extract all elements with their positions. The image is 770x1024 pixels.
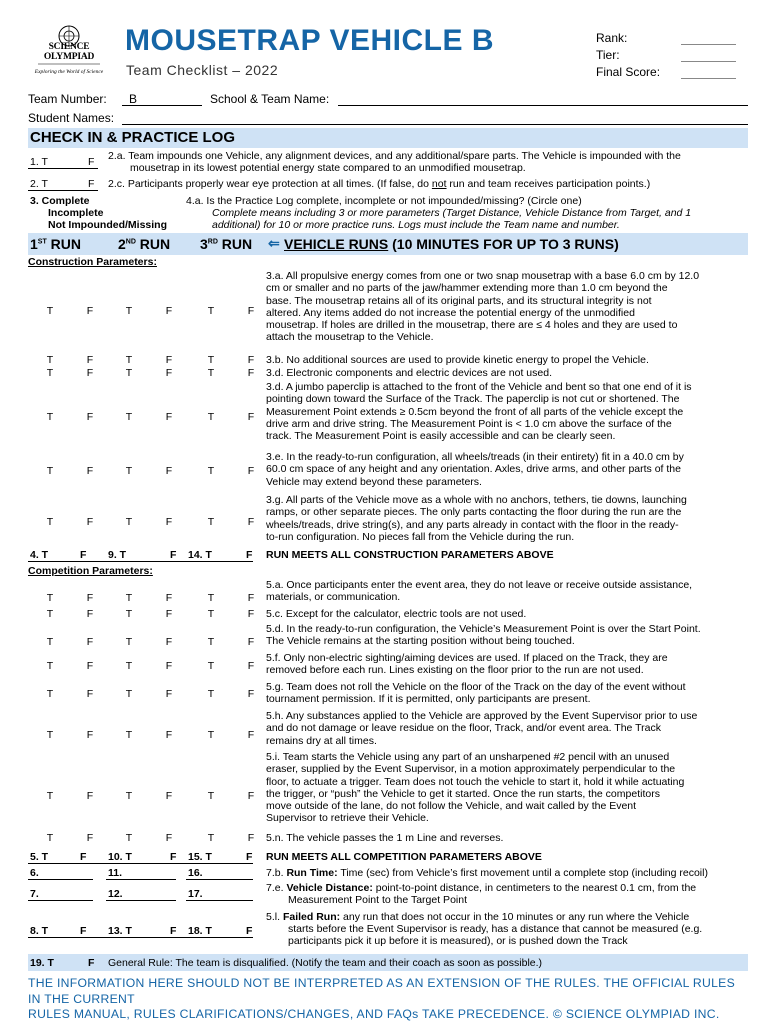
run-1-true-option[interactable]: T: [46, 832, 54, 844]
run-2-true-option[interactable]: T: [125, 354, 133, 366]
checkin-2a-text: 2.a. Team impounds one Vehicle, any alignment devices, and any additional/spare parts. The Vehicle is impounded with the: [108, 150, 681, 162]
run-3-true-option[interactable]: T: [207, 354, 215, 366]
run-2-true-option[interactable]: T: [125, 688, 133, 700]
construction-run3-false[interactable]: F: [246, 549, 253, 561]
run-1-false-option[interactable]: F: [86, 516, 94, 528]
construction-summary-underline: [28, 561, 253, 562]
run1-distance-field[interactable]: [28, 900, 93, 901]
team-number-field[interactable]: [122, 105, 202, 106]
checkin-1-true[interactable]: 1. T: [30, 156, 48, 168]
run-2-true-option[interactable]: T: [125, 367, 133, 379]
competition-summary-text: RUN MEETS ALL COMPETITION PARAMETERS ABOVE: [266, 851, 542, 863]
logo-tagline: Exploring the World of Science: [34, 69, 104, 75]
arrow-left-icon: ⇐: [268, 235, 280, 251]
parameter-text: 5.c. Except for the calculator, electric tools are not used.: [266, 608, 527, 620]
science-olympiad-logo: [28, 24, 110, 76]
checkin-2a-text-cont: mousetrap in its lowest potential energy state compared to an unmodified mousetrap.: [130, 162, 526, 174]
run-2-false-option[interactable]: F: [165, 516, 173, 528]
checkin-2-underline: [28, 190, 98, 191]
distance-rule: 7.e. Vehicle Distance: point-to-point distance, in centimeters to the nearest 0.1 cm, from the: [266, 882, 697, 894]
general-rule-banner: [28, 954, 748, 971]
run-1-true-option[interactable]: T: [46, 465, 54, 477]
distance-rule-cont: Measurement Point to the Target Point: [288, 894, 467, 906]
run-3-true-option[interactable]: T: [207, 411, 215, 423]
parameter-text: 3.g. All parts of the Vehicle move as a whole with no anchors, tethers, tie downs, launching ramps, or other separate pieces. The only parts contacting the floor during the run are the wheels/treads, drive string(s), and any parts already in contact with the floor in the ready- to-run configuration. No pieces fall from the Vehicle during the run.: [266, 494, 687, 543]
run3-distance-field[interactable]: [186, 900, 253, 901]
team-number-value: B: [129, 92, 138, 106]
competition-label: Competition Parameters:: [28, 565, 153, 577]
construction-run2-false[interactable]: F: [170, 549, 177, 561]
practice-log-incomplete[interactable]: Incomplete: [48, 207, 104, 219]
run-3-true-option[interactable]: T: [207, 367, 215, 379]
construction-run2-true[interactable]: 9. T: [108, 549, 127, 561]
run3-distance-label: 17.: [188, 888, 203, 900]
run-3-true-option[interactable]: T: [207, 516, 215, 528]
run2-time-field[interactable]: [106, 879, 176, 880]
run3-failed-true[interactable]: 18. T: [188, 925, 212, 937]
parameter-text: 5.h. Any substances applied to the Vehicle are approved by the Event Supervisor prior to use and do not damage or leave residue on the floor, Track, and/or event area. The Track remains dry at all times.: [266, 710, 698, 747]
failed-run-underline: [28, 937, 253, 938]
run-3-false-option[interactable]: F: [247, 516, 255, 528]
run-3-false-option[interactable]: F: [247, 729, 255, 741]
run-3-true-option[interactable]: T: [207, 790, 215, 802]
checkin-4a-text: 4.a. Is the Practice Log complete, incomplete or not impounded/missing? (Circle one): [186, 195, 582, 207]
student-names-label: Student Names:: [28, 111, 115, 125]
run-1-true-option[interactable]: T: [46, 592, 54, 604]
school-label: School & Team Name:: [210, 92, 330, 106]
runs-heading-banner: [28, 233, 748, 255]
rank-field[interactable]: [681, 44, 736, 45]
parameter-text: 5.a. Once participants enter the event area, they do not leave or receive outside assistance, materials, or communication.: [266, 579, 693, 604]
parameter-text: 3.e. In the ready-to-run configuration, all wheels/treads (in their entirety) fit in a 40.0 cm by 60.0 cm space of any height and any orientation. Axles, drive arms, and other parts of the Vehicle may extend beyond these parameters.: [266, 451, 684, 488]
run-2-false-option[interactable]: F: [165, 790, 173, 802]
run-3-false-option[interactable]: F: [247, 688, 255, 700]
dq-true[interactable]: 19. T: [30, 957, 54, 969]
footer-disclaimer: [28, 976, 748, 1023]
run-3-true-option[interactable]: T: [207, 636, 215, 648]
run-1-false-option[interactable]: F: [86, 688, 94, 700]
run-3-false-option[interactable]: F: [247, 636, 255, 648]
run1-distance-label: 7.: [30, 888, 39, 900]
run-3-false-option[interactable]: F: [247, 790, 255, 802]
run-1-false-option[interactable]: F: [86, 465, 94, 477]
checkin-4a-note: Complete means including 3 or more parameters (Target Distance, Vehicle Distance from Target, and 1: [212, 207, 692, 219]
run-2-false-option[interactable]: F: [165, 367, 173, 379]
checkin-1-underline: [28, 168, 98, 169]
student-names-field[interactable]: [122, 124, 748, 125]
run-1-false-option[interactable]: F: [86, 305, 94, 317]
run-2-true-option[interactable]: T: [125, 305, 133, 317]
checkin-2c-text: 2.c. Participants properly wear eye protection at all times. (If false, do not run and team receives participation points.): [108, 178, 651, 190]
parameter-text: 5.n. The vehicle passes the 1 m Line and reverses.: [266, 832, 504, 844]
footer-line-1: THE INFORMATION HERE SHOULD NOT BE INTERPRETED AS AN EXTENSION OF THE RULES. THE OFFICIAL RULES IN THE CURRENT: [28, 976, 736, 1006]
checkin-2-false[interactable]: F: [88, 178, 95, 190]
run-2-true-option[interactable]: T: [125, 729, 133, 741]
run-3-true-option[interactable]: T: [207, 592, 215, 604]
run-1-true-option[interactable]: T: [46, 411, 54, 423]
run-1-true-option[interactable]: T: [46, 516, 54, 528]
checkin-4a-note-cont: additional) for 10 or more practice runs. Logs must include the Team name and number.: [212, 219, 620, 231]
run-3-true-option[interactable]: T: [207, 660, 215, 672]
footer-line-2: RULES MANUAL, RULES CLARIFICATIONS/CHANGES, AND FAQs TAKE PRECEDENCE. © SCIENCE OLYMPIAD INC.: [28, 1007, 720, 1021]
run2-failed-false[interactable]: F: [170, 925, 177, 937]
run-1-false-option[interactable]: F: [86, 790, 94, 802]
failed-run-rule-cont2: participants pick it up before it is measured), or is pushed down the Track: [288, 935, 628, 947]
run2-time-label: 11.: [108, 867, 123, 879]
run-3-true-option[interactable]: T: [207, 688, 215, 700]
parameter-text: 3.d. A jumbo paperclip is attached to the front of the Vehicle and bent so that one end of it is pointing down toward the Surface of the Track. The paperclip is not cut or shortened. The Measurement Point extends ≥ 0.5cm beyond the front of all parts of the vehicle except the drive arm and drive string. The Measurement Point is < 1.0 cm above the surface of the track. The Measurement Point is easily accessible and can be clearly seen.: [266, 381, 692, 443]
logo-name: SCIENCE OLYMPIAD: [43, 42, 95, 62]
run-3-true-option[interactable]: T: [207, 305, 215, 317]
run-1-false-option[interactable]: F: [86, 660, 94, 672]
run-1-false-option[interactable]: F: [86, 729, 94, 741]
parameter-text: 3.b. No additional sources are used to provide kinetic energy to propel the Vehicle.: [266, 354, 649, 366]
run2-failed-true[interactable]: 13. T: [108, 925, 132, 937]
run-2-true-option[interactable]: T: [125, 608, 133, 620]
run-3-false-option[interactable]: F: [247, 411, 255, 423]
construction-summary-text: RUN MEETS ALL CONSTRUCTION PARAMETERS ABOVE: [266, 549, 554, 561]
run-3-true-option[interactable]: T: [207, 465, 215, 477]
construction-label: Construction Parameters:: [28, 256, 157, 268]
run-2-false-option[interactable]: F: [165, 592, 173, 604]
run-2-true-option[interactable]: T: [125, 832, 133, 844]
run3-time-label: 16.: [188, 867, 203, 879]
practice-log-missing[interactable]: Not Impounded/Missing: [48, 219, 167, 231]
run-1-false-option[interactable]: F: [86, 608, 94, 620]
competition-summary-underline: [28, 863, 253, 864]
run-2-false-option[interactable]: F: [165, 660, 173, 672]
parameter-text: 5.d. In the ready-to-run configuration, the Vehicle’s Measurement Point is over the Start Point. The Vehicle remains at the starting position without being touched.: [266, 623, 701, 648]
competition-run2-true[interactable]: 10. T: [108, 851, 132, 863]
run-2-false-option[interactable]: F: [165, 636, 173, 648]
run-1-heading: 1ST RUN: [30, 236, 81, 252]
run-3-false-option[interactable]: F: [247, 592, 255, 604]
run2-distance-field[interactable]: [106, 900, 176, 901]
run-2-false-option[interactable]: F: [165, 411, 173, 423]
run-1-true-option[interactable]: T: [46, 367, 54, 379]
run-1-true-option[interactable]: T: [46, 608, 54, 620]
parameter-text: 5.g. Team does not roll the Vehicle on the floor of the Track on the day of the event without tournament permission. If it is permitted, only participants are present.: [266, 681, 686, 706]
run-1-true-option[interactable]: T: [46, 729, 54, 741]
competition-run1-true[interactable]: 5. T: [30, 851, 49, 863]
run-2-false-option[interactable]: F: [165, 465, 173, 477]
run-2-false-option[interactable]: F: [165, 608, 173, 620]
rank-label: Rank:: [596, 31, 628, 45]
vehicle-runs-heading: VEHICLE RUNS (10 MINUTES FOR UP TO 3 RUNS): [284, 236, 619, 252]
run-1-true-option[interactable]: T: [46, 354, 54, 366]
run3-time-field[interactable]: [186, 879, 253, 880]
run-1-true-option[interactable]: T: [46, 305, 54, 317]
construction-run1-true[interactable]: 4. T: [30, 549, 49, 561]
run1-time-field[interactable]: [28, 879, 93, 880]
run-1-true-option[interactable]: T: [46, 688, 54, 700]
run-2-true-option[interactable]: T: [125, 636, 133, 648]
run-3-heading: 3RD RUN: [200, 236, 253, 252]
run-3-false-option[interactable]: F: [247, 354, 255, 366]
run-3-false-option[interactable]: F: [247, 608, 255, 620]
run-3-false-option[interactable]: F: [247, 465, 255, 477]
run-1-true-option[interactable]: T: [46, 636, 54, 648]
parameter-text: 5.i. Team starts the Vehicle using any part of an unsharpened #2 pencil with an unused eraser, supplied by the Event Supervisor, in a motion approximately perpendicular to the floor, to actuate a trigger. Team does not touch the vehicle to start it, hold it while actuating the trigger, or “push” the Vehicle to get it started. Once the run starts, the competitors move outside of the lane, do not follow the Vehicle, and wait called by the Event Supervisor to retrieve their Vehicle.: [266, 751, 685, 825]
run2-distance-label: 12.: [108, 888, 123, 900]
run-3-true-option[interactable]: T: [207, 832, 215, 844]
failed-run-rule-cont: starts before the Event Supervisor is ready, has a distance that cannot be measured (e.g.: [288, 923, 703, 935]
parameter-text: 5.f. Only non-electric sighting/aiming devices are used. If placed on the Track, they are removed before each run. Lines existing on the floor prior to the run are not used.: [266, 652, 668, 677]
competition-run2-false[interactable]: F: [170, 851, 177, 863]
run-2-true-option[interactable]: T: [125, 465, 133, 477]
dq-false[interactable]: F: [88, 957, 95, 969]
run-time-rule: 7.b. Run Time: Time (sec) from Vehicle’s first movement until a complete stop (including recoil): [266, 867, 708, 879]
page-title: MOUSETRAP VEHICLE B: [125, 24, 494, 57]
run-1-false-option[interactable]: F: [86, 411, 94, 423]
checkin-heading: CHECK IN & PRACTICE LOG: [30, 129, 236, 146]
parameter-text: 3.d. Electronic components and electric devices are not used.: [266, 367, 552, 379]
competition-run3-true[interactable]: 15. T: [188, 851, 212, 863]
run1-failed-false[interactable]: F: [80, 925, 87, 937]
run-2-true-option[interactable]: T: [125, 516, 133, 528]
general-rule-text: General Rule: The team is disqualified. (Notify the team and their coach as soon as possible.): [108, 957, 543, 969]
run-2-false-option[interactable]: F: [165, 305, 173, 317]
run-2-true-option[interactable]: T: [125, 411, 133, 423]
run1-time-label: 6.: [30, 867, 39, 879]
tier-field[interactable]: [681, 61, 736, 62]
run-1-true-option[interactable]: T: [46, 660, 54, 672]
run-2-true-option[interactable]: T: [125, 592, 133, 604]
team-number-label: Team Number:: [28, 92, 107, 106]
run-3-false-option[interactable]: F: [247, 367, 255, 379]
run-1-false-option[interactable]: F: [86, 354, 94, 366]
page-subtitle: Team Checklist – 2022: [126, 62, 279, 78]
run-3-false-option[interactable]: F: [247, 660, 255, 672]
checkin-1-false[interactable]: F: [88, 156, 95, 168]
run-2-heading: 2ND RUN: [118, 236, 171, 252]
failed-run-rule: 5.l. Failed Run: any run that does not occur in the 10 minutes or any run where the Vehicle: [266, 911, 690, 923]
final-score-field[interactable]: [681, 78, 736, 79]
competition-run1-false[interactable]: F: [80, 851, 87, 863]
checkin-heading-banner: [28, 128, 748, 148]
final-score-label: Final Score:: [596, 65, 661, 79]
construction-run3-true[interactable]: 14. T: [188, 549, 212, 561]
competition-run3-false[interactable]: F: [246, 851, 253, 863]
run-2-false-option[interactable]: F: [165, 354, 173, 366]
run-1-false-option[interactable]: F: [86, 832, 94, 844]
run-2-false-option[interactable]: F: [165, 688, 173, 700]
parameter-text: 3.a. All propulsive energy comes from one or two snap mousetrap with a base 6.0 cm by 12.0 cm or smaller and no parts of the jaw/hammer extending more than 1.0 cm beyond the base. The mousetrap retains all of its original parts, and its structural integrity is not altered. Any items added do not increase the potential energy of the unmodified mousetrap. If holes are drilled in the mousetrap, there are ≤ 4 holes and they are used to attach the mousetrap to the Vehicle.: [266, 270, 700, 344]
run-1-false-option[interactable]: F: [86, 592, 94, 604]
run-3-true-option[interactable]: T: [207, 608, 215, 620]
run-2-true-option[interactable]: T: [125, 660, 133, 672]
practice-log-complete[interactable]: 3. Complete: [30, 195, 90, 207]
run3-failed-false[interactable]: F: [246, 925, 253, 937]
run-3-true-option[interactable]: T: [207, 729, 215, 741]
run-3-false-option[interactable]: F: [247, 832, 255, 844]
run-1-false-option[interactable]: F: [86, 636, 94, 648]
run-1-false-option[interactable]: F: [86, 367, 94, 379]
run-3-false-option[interactable]: F: [247, 305, 255, 317]
construction-run1-false[interactable]: F: [80, 549, 87, 561]
tier-label: Tier:: [596, 48, 620, 62]
run1-failed-true[interactable]: 8. T: [30, 925, 49, 937]
checkin-2-true[interactable]: 2. T: [30, 178, 48, 190]
run-2-true-option[interactable]: T: [125, 790, 133, 802]
school-field[interactable]: [338, 105, 748, 106]
run-2-false-option[interactable]: F: [165, 832, 173, 844]
run-2-false-option[interactable]: F: [165, 729, 173, 741]
run-1-true-option[interactable]: T: [46, 790, 54, 802]
